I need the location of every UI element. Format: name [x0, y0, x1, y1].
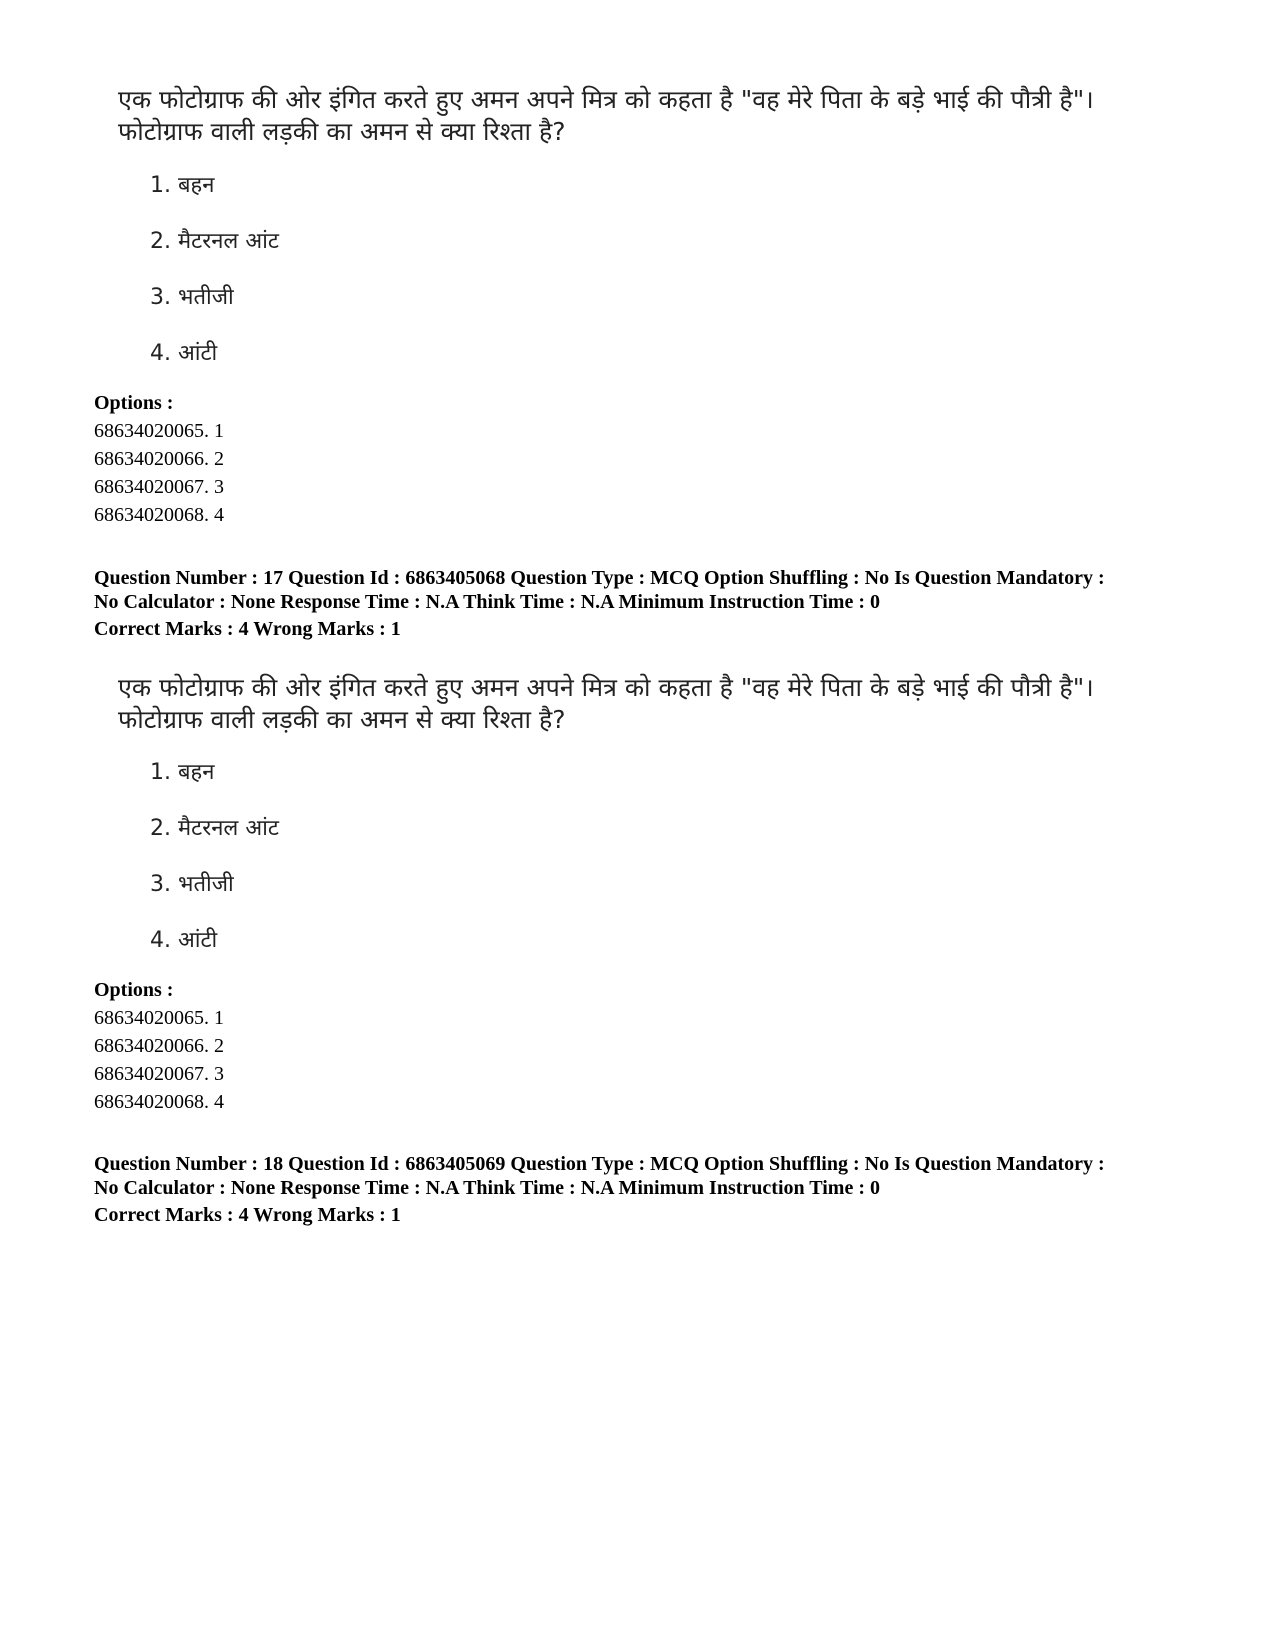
answer-choice: 4. आंटी — [150, 341, 218, 366]
question-text-line: एक फोटोग्राफ की ओर इंगित करते हुए अमन अपने मित्र को कहता है "वह मेरे पिता के बड़े भाई की पौत्री है"। — [118, 85, 1094, 114]
answer-choice: 3. भतीजी — [150, 285, 234, 310]
answer-choice: 3. भतीजी — [150, 872, 234, 897]
question-text — [118, 672, 1198, 736]
question-text-line: फोटोग्राफ वाली लड़की का अमन से क्या रिश्ता है? — [118, 705, 566, 734]
option-item: 68634020067. 3 — [94, 1063, 224, 1085]
question-text-line: एक फोटोग्राफ की ओर इंगित करते हुए अमन अपने मित्र को कहता है "वह मेरे पिता के बड़े भाई की पौत्री है"। — [118, 673, 1094, 702]
option-item: 68634020065. 1 — [94, 1007, 224, 1029]
answer-choice: 1. बहन — [150, 173, 215, 198]
option-item: 68634020066. 2 — [94, 1035, 224, 1057]
question-meta-line: No Calculator : None Response Time : N.A Think Time : N.A Minimum Instruction Time : 0 — [94, 591, 880, 613]
option-item: 68634020066. 2 — [94, 448, 224, 470]
question-meta — [94, 1152, 1224, 1200]
question-meta-line: Question Number : 18 Question Id : 6863405069 Question Type : MCQ Option Shuffling : No Is Question Mandatory : — [94, 1153, 1105, 1175]
question-text-line: फोटोग्राफ वाली लड़की का अमन से क्या रिश्ता है? — [118, 117, 566, 146]
answer-choice: 4. आंटी — [150, 928, 218, 953]
answer-choice: 2. मैटरनल आंट — [150, 816, 279, 841]
question-text — [118, 84, 1198, 148]
question-meta-line: Question Number : 17 Question Id : 6863405068 Question Type : MCQ Option Shuffling : No Is Question Mandatory : — [94, 567, 1105, 589]
option-item: 68634020068. 4 — [94, 504, 224, 526]
option-item: 68634020065. 1 — [94, 420, 224, 442]
answer-choice: 1. बहन — [150, 760, 215, 785]
option-item: 68634020068. 4 — [94, 1091, 224, 1113]
marks-info: Correct Marks : 4 Wrong Marks : 1 — [94, 618, 401, 640]
options-heading: Options : — [94, 392, 174, 414]
options-heading: Options : — [94, 979, 174, 1001]
marks-info: Correct Marks : 4 Wrong Marks : 1 — [94, 1204, 401, 1226]
question-meta — [94, 566, 1224, 614]
option-item: 68634020067. 3 — [94, 476, 224, 498]
answer-choice: 2. मैटरनल आंट — [150, 229, 279, 254]
question-meta-line: No Calculator : None Response Time : N.A Think Time : N.A Minimum Instruction Time : 0 — [94, 1177, 880, 1199]
